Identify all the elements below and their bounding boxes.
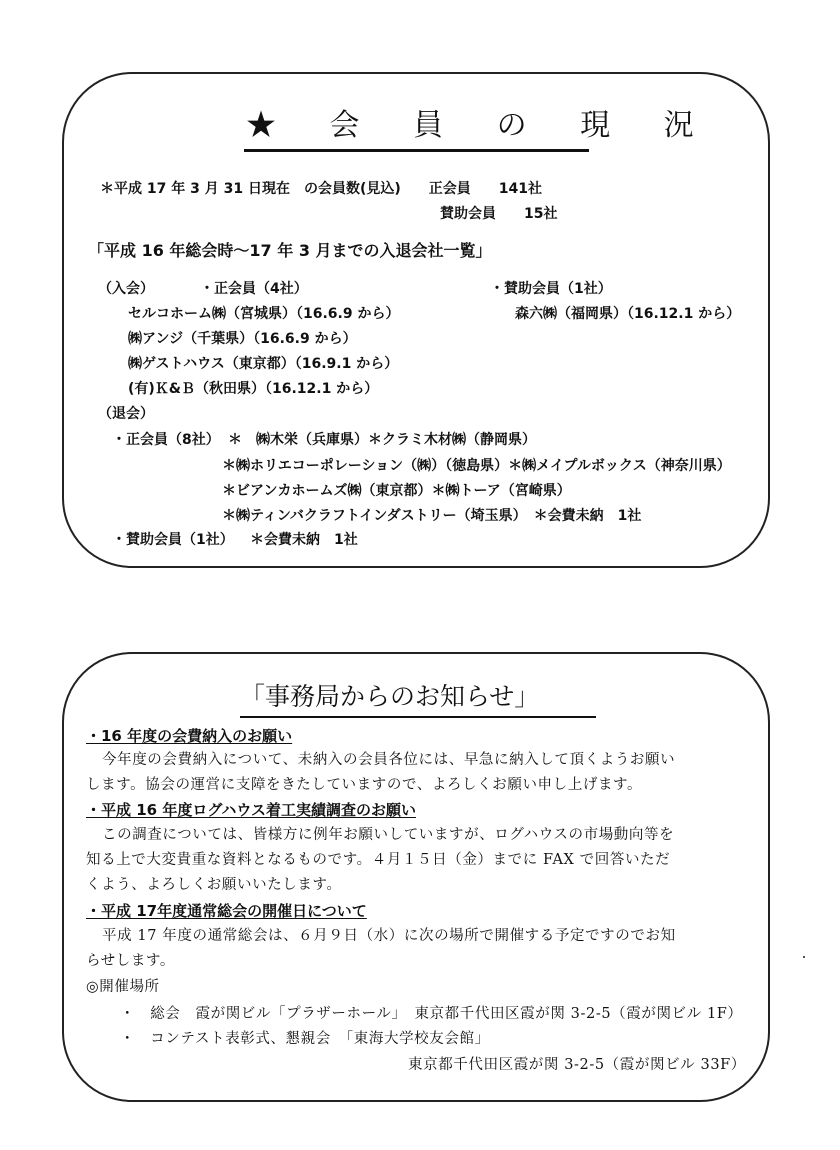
leave-support-label: ・賛助会員（1社）: [112, 532, 234, 548]
leave-label: （退会）: [98, 406, 154, 422]
join-label: （入会）: [98, 281, 154, 297]
venue-label: ◎開催場所: [86, 979, 160, 995]
leave-regular-item: ＊㈱ティンバクラフトインダストリー（埼玉県） ＊会費未納 1社: [222, 508, 642, 524]
support-member-count: 賛助会員 15社: [440, 206, 558, 222]
join-regular-item: ㈱ゲストハウス（東京都）（16.9.1 から）: [128, 356, 399, 372]
join-regular-item: ㈱アンジ（千葉県）（16.6.9 から）: [128, 331, 357, 347]
speck-mark: [803, 956, 805, 958]
notice-text: 今年度の会費納入について、未納入の会員各位には、早急に納入して頂くようお願い: [102, 752, 676, 768]
venue-item: ・ 総会 霞が関ビル「プラザーホール」 東京都千代田区霞が関 3-2-5（霞が関ビル 1F）: [120, 1006, 743, 1022]
notice-text: 知る上で大変貴重な資料となるものです。４月１５日（金）までに FAX で回答いただ: [86, 852, 671, 868]
join-support-item: 森六㈱（福岡県）（16.12.1 から）: [515, 306, 741, 322]
title-underline: [244, 149, 589, 152]
venue-item: ・ コンテスト表彰式、懇親会 「東海大学校友会館」: [120, 1031, 490, 1047]
leave-support-item: ＊会費未納 1社: [250, 532, 358, 548]
notice-text: らせします。: [86, 953, 176, 969]
leave-regular-item: ＊ ㈱木栄（兵庫県）＊クラミ木材㈱（静岡県）: [228, 432, 536, 448]
join-leave-heading: 「平成 16 年総会時〜17 年 3 月までの入退会社一覧」: [88, 241, 492, 260]
title-underline: [240, 716, 596, 718]
join-support-label: ・賛助会員（1社）: [490, 281, 612, 297]
leave-regular-item: ＊ビアンカホームズ㈱（東京都）＊㈱トーア（宮崎県）: [222, 483, 571, 499]
leave-regular-label: ・正会員（8社）: [112, 432, 220, 448]
members-title: ★ 会 員 の 現 況: [246, 108, 716, 143]
notices-title: 「事務局からのお知らせ」: [240, 682, 540, 711]
join-regular-label: ・正会員（4社）: [200, 281, 308, 297]
notice-text: 平成 17 年度の通常総会は、６月９日（水）に次の場所で開催する予定ですのでお知: [102, 928, 676, 944]
join-regular-item: (有)Ｋ&Ｂ（秋田県）（16.12.1 から）: [128, 381, 379, 397]
notice-text: します。協会の運営に支障をきたしていますので、よろしくお願い申し上げます。: [86, 777, 643, 793]
notice-heading: ・平成 16 年度ログハウス着工実績調査のお願い: [86, 801, 416, 819]
notice-text: この調査については、皆様方に例年お願いしていますが、ログハウスの市場動向等を: [102, 827, 675, 843]
join-regular-item: セルコホーム㈱（宮城県）（16.6.9 から）: [128, 306, 400, 322]
notice-heading: ・16 年度の会費納入のお願い: [86, 727, 293, 745]
member-count-line: ＊平成 17 年 3 月 31 日現在 の会員数(見込) 正会員 141社: [100, 181, 542, 197]
notice-text: くよう、よろしくお願いいたします。: [86, 877, 342, 893]
venue-address: 東京都千代田区霞が関 3-2-5（霞が関ビル 33F）: [408, 1057, 746, 1073]
notice-heading: ・平成 17年度通常総会の開催日について: [86, 902, 367, 920]
leave-regular-item: ＊㈱ホリエコーポレーション（㈱）（徳島県）＊㈱メイプルボックス（神奈川県）: [222, 458, 731, 474]
